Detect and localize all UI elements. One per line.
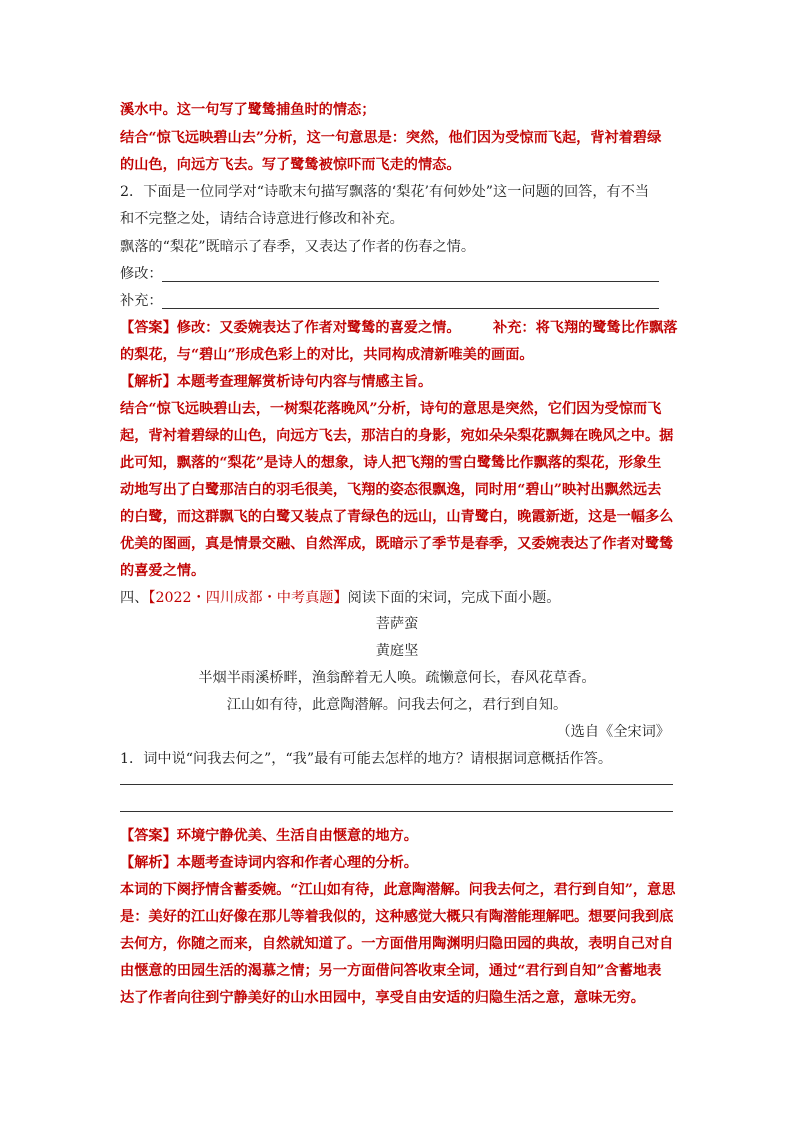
analysis-heading: 【解析】本题考查理解赏析诗句内容与情感主旨。 (120, 374, 433, 390)
text-line: 优美的图画，真是情景交融、自然浑成，既暗示了季节是春季，又委婉表达了作者对鹭鸶 (120, 536, 674, 552)
supplement-answer-line[interactable] (162, 308, 659, 309)
text-line: 是：美好的江山好像在那儿等着我似的，这种感觉大概只有陶潜能理解吧。想要问我到底 (120, 909, 674, 925)
text-line: 的喜爱之情。 (120, 563, 206, 579)
revise-label: 修改： (120, 266, 163, 282)
answer-line-1[interactable] (120, 784, 673, 785)
text-line: 和不完整之处，请结合诗意进行修改和补充。 (120, 211, 404, 227)
question-1: 1．词中说“问我去何之”，“我”最有可能去怎样的地方？请根据词意概括作答。 (120, 751, 613, 767)
answer-supplement: 补充：将飞翔的鹭鸶比作飘落 (493, 320, 678, 336)
poem-source: （选自《全宋词》 (556, 724, 670, 740)
text-line: 结合“惊飞远映碧山去”分析，这一句意思是：突然，他们因为受惊而飞起，背衬着碧绿 (120, 130, 662, 146)
text-line: 本词的下阕抒情含蓄委婉。“江山如有待，此意陶潜解。问我去何之，君行到自知”，意思 (120, 882, 676, 898)
analysis-heading: 【解析】本题考查诗词内容和作者心理的分析。 (120, 855, 418, 871)
supplement-label: 补充： (120, 293, 163, 309)
section-number: 四、 (120, 590, 149, 606)
poem-line: 江山如有待，此意陶潜解。问我去何之，君行到自知。 (226, 697, 568, 713)
section-4-heading (120, 588, 560, 608)
section-instruction: 阅读下面的宋词，完成下面小题。 (347, 590, 561, 606)
answer-line-2[interactable] (120, 811, 673, 812)
text-line: 的山色，向远方飞去。写了鹭鸶被惊吓而飞走的情态。 (120, 157, 461, 173)
revise-answer-line[interactable] (162, 281, 659, 282)
text-line: 溪水中。这一句写了鹭鸶捕鱼时的情态； (120, 102, 376, 118)
text-line: 达了作者向往到宁静美好的山水田园中，享受自由安适的归隐生活之意，意味无穷。 (120, 990, 645, 1006)
text-line: 去何方，你随之而来，自然就知道了。一方面借用陶渊明归隐田园的典故，表明自己对自 (120, 936, 674, 952)
text-line: 的白鹭，而这群飘飞的白鹭又装点了青绿色的远山，山青鹭白，晚霞新逝，这是一幅多么 (120, 509, 674, 525)
poem-title: 菩萨蛮 (375, 616, 419, 632)
text-line: 动地写出了白鹭那洁白的羽毛很美，飞翔的姿态很飘逸，同时用“碧山”映衬出飘然远去 (120, 482, 662, 498)
text-line: 的梨花，与“碧山”形成色彩上的对比，共同构成清新唯美的画面。 (120, 347, 534, 363)
text-line: 结合“惊飞远映碧山去，一树梨花落晚风”分析，诗句的意思是突然，它们因为受惊而飞 (120, 401, 662, 417)
student-answer: 飘落的“梨花”既暗示了春季，又表达了作者的伤春之情。 (120, 239, 476, 255)
answer-heading: 【答案】环境宁静优美、生活自由惬意的地方。 (120, 828, 418, 844)
text-line: 此可知，飘落的“梨花”是诗人的想象，诗人把飞翔的雪白鹭鸶比作飘落的梨花，形象生 (120, 455, 662, 471)
poem-line: 半烟半雨溪桥畔，渔翁醉着无人唤。疏懒意何长，春风花草香。 (198, 670, 596, 686)
text-line: 由惬意的田园生活的渴慕之情；另一方面借问答收束全词，通过“君行到自知”含蓄地表 (120, 963, 662, 979)
question-2: 2．下面是一位同学对“诗歌末句描写飘落的‘梨花’有何妙处”这一问题的回答，有不当 (120, 184, 650, 200)
poem-author: 黄庭坚 (375, 643, 419, 659)
exam-source: 【2022・四川成都・中考真题】 (148, 590, 348, 606)
text-line: 起，背衬着碧绿的山色，向远方飞去，那洁白的身影，宛如朵朵梨花飘舞在晚风之中。据 (120, 428, 674, 444)
answer-revise: 【答案】修改：又委婉表达了作者对鹭鸶的喜爱之情。 (120, 320, 461, 336)
